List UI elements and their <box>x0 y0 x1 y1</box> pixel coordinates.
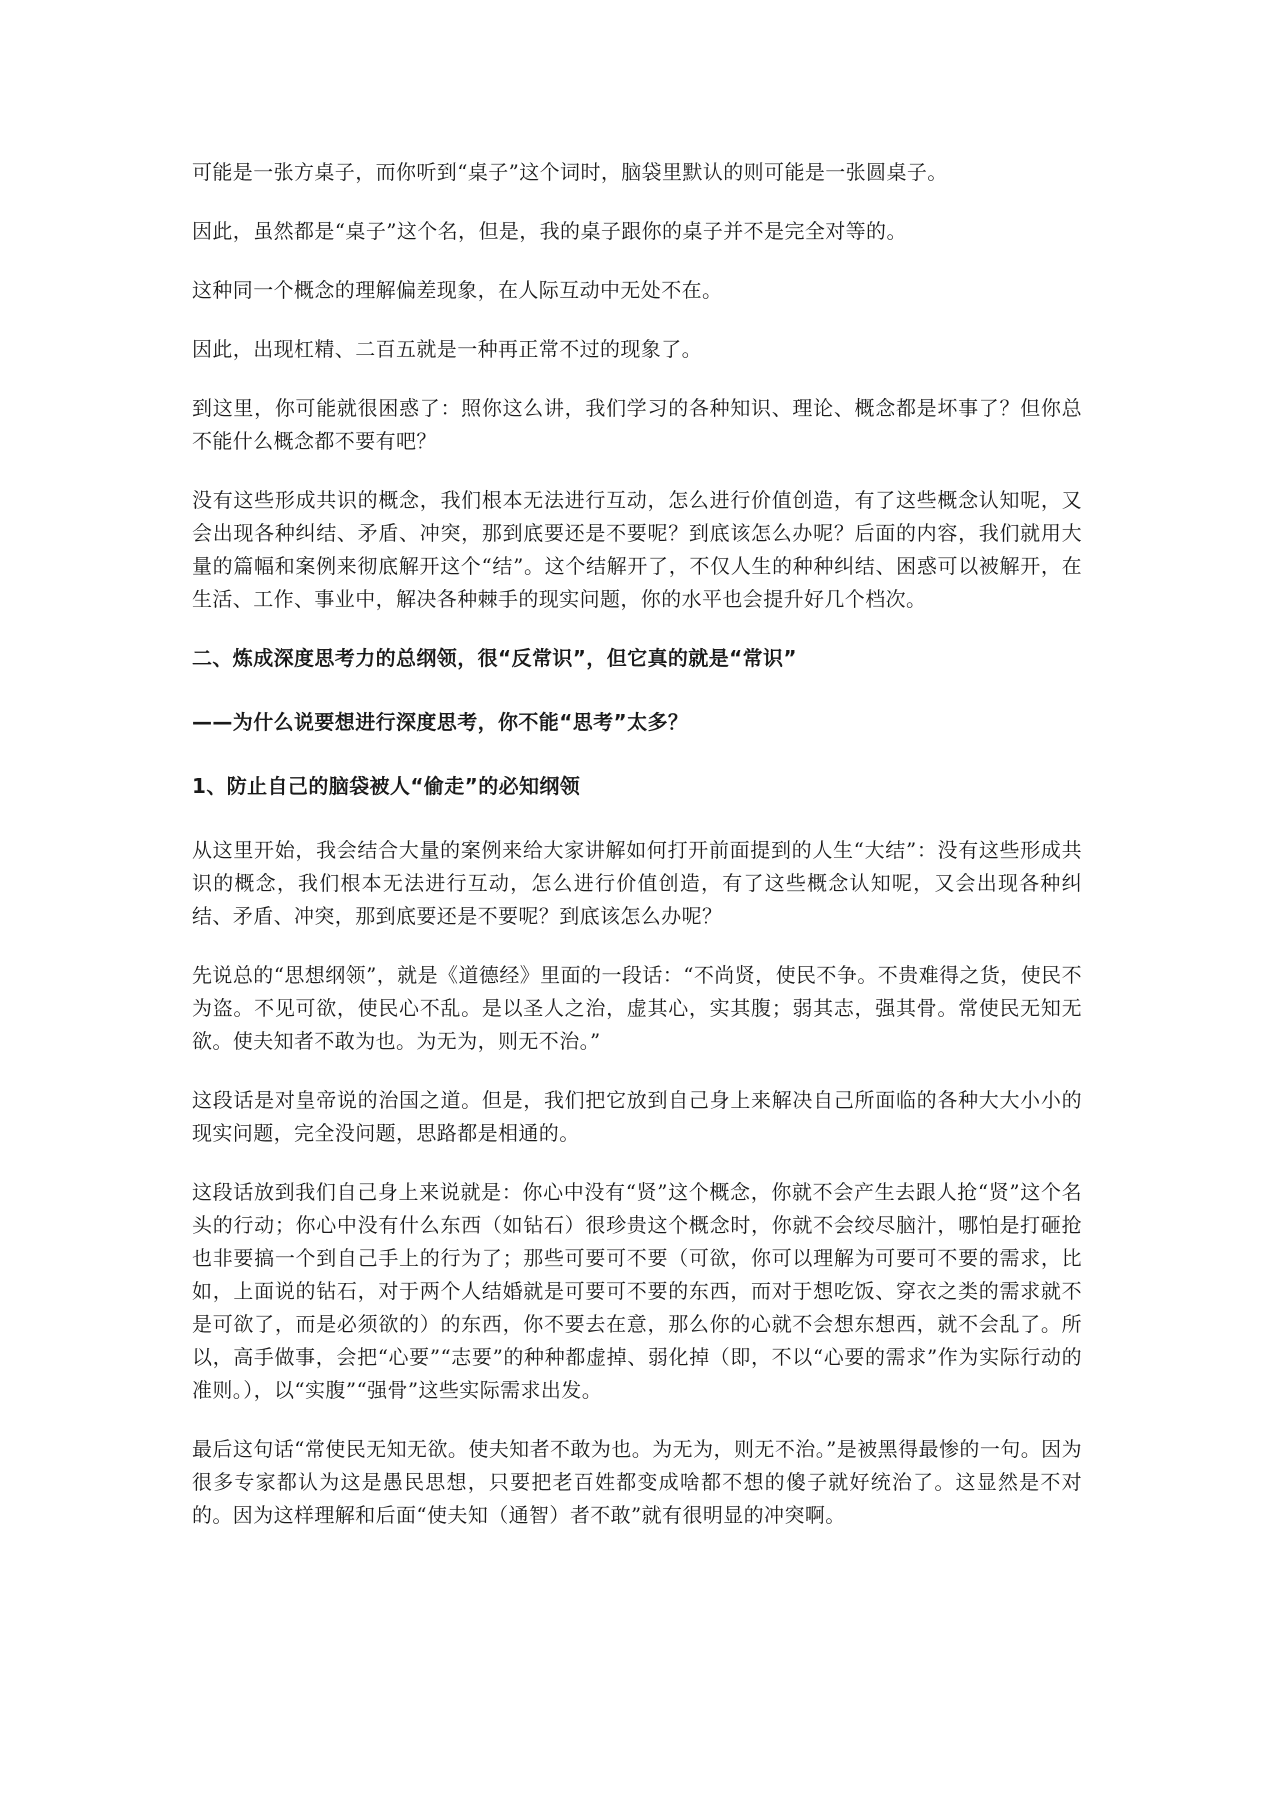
paragraph: 可能是一张方桌子，而你听到“桌子”这个词时，脑袋里默认的则可能是一张圆桌子。 <box>192 160 948 184</box>
paragraph: 没有这些形成共识的概念，我们根本无法进行互动，怎么进行价值创造，有了这些概念认知呢，又会出现各种纠结、矛盾、冲突，那到底要还是不要呢？到底该怎么办呢？后面的内容，我们就用大量的篇幅和案例来彻底解开这个“结”。这个结解开了，不仅人生的种种纠结、困惑可以被解开，在生活、工作、事业中，解决各种棘手的现实问题，你的水平也会提升好几个档次。 <box>192 488 1082 611</box>
paragraph: 最后这句话“常使民无知无欲。使夫知者不敢为也。为无为，则无不治。”是被黑得最惨的一句。因为很多专家都认为这是愚民思想，只要把老百姓都变成啥都不想的傻子就好统治了。这显然是不对的。因为这样理解和后面“使夫知（通智）者不敢”就有很明显的冲突啊。 <box>192 1437 1082 1527</box>
section-title: 二、炼成深度思考力的总纲领，很“反常识”，但它真的就是“常识” <box>192 646 797 670</box>
paragraph: 从这里开始，我会结合大量的案例来给大家讲解如何打开前面提到的人生“大结”：没有这些形成共识的概念，我们根本无法进行互动，怎么进行价值创造，有了这些概念认知呢，又会出现各种纠结、矛盾、冲突，那到底要还是不要呢？到底该怎么办呢？ <box>192 838 1082 928</box>
paragraph: 先说总的“思想纲领”，就是《道德经》里面的一段话：“不尚贤，使民不争。不贵难得之货，使民不为盗。不见可欲，使民心不乱。是以圣人之治，虚其心，实其腹；弱其志，强其骨。常使民无知无欲。使夫知者不敢为也。为无为，则无不治。” <box>192 963 1082 1053</box>
subsection-title: 1、防止自己的脑袋被人“偷走”的必知纲领 <box>192 774 581 798</box>
paragraph: 因此，虽然都是“桌子”这个名，但是，我的桌子跟你的桌子并不是完全对等的。 <box>192 219 907 243</box>
paragraph: 这段话放到我们自己身上来说就是：你心中没有“贤”这个概念，你就不会产生去跟人抢“贤”这个名头的行动；你心中没有什么东西（如钻石）很珍贵这个概念时，你就不会绞尽脑汁，哪怕是打砸抢也非要搞一个到自己手上的行为了；那些可要可不要（可欲，你可以理解为可要可不要的需求，比如，上面说的钻石，对于两个人结婚就是可要可不要的东西，而对于想吃饭、穿衣之类的需求就不是可欲了，而是必须欲的）的东西，你不要去在意，那么你的心就不会想东想西，就不会乱了。所以，高手做事，会把“心要”“志要”的种种都虚掉、弱化掉（即，不以“心要的需求”作为实际行动的准则。），以“实腹”“强骨”这些实际需求出发。 <box>192 1180 1082 1402</box>
section-subtitle: ——为什么说要想进行深度思考，你不能“思考”太多？ <box>192 710 689 734</box>
paragraph: 这段话是对皇帝说的治国之道。但是，我们把它放到自己身上来解决自己所面临的各种大大小小的现实问题，完全没问题，思路都是相通的。 <box>192 1088 1082 1145</box>
paragraph: 到这里，你可能就很困惑了：照你这么讲，我们学习的各种知识、理论、概念都是坏事了？但你总不能什么概念都不要有吧？ <box>192 396 1082 453</box>
paragraph: 这种同一个概念的理解偏差现象，在人际互动中无处不在。 <box>192 278 723 302</box>
paragraph: 因此，出现杠精、二百五就是一种再正常不过的现象了。 <box>192 337 702 361</box>
document-page <box>192 156 1082 1558</box>
